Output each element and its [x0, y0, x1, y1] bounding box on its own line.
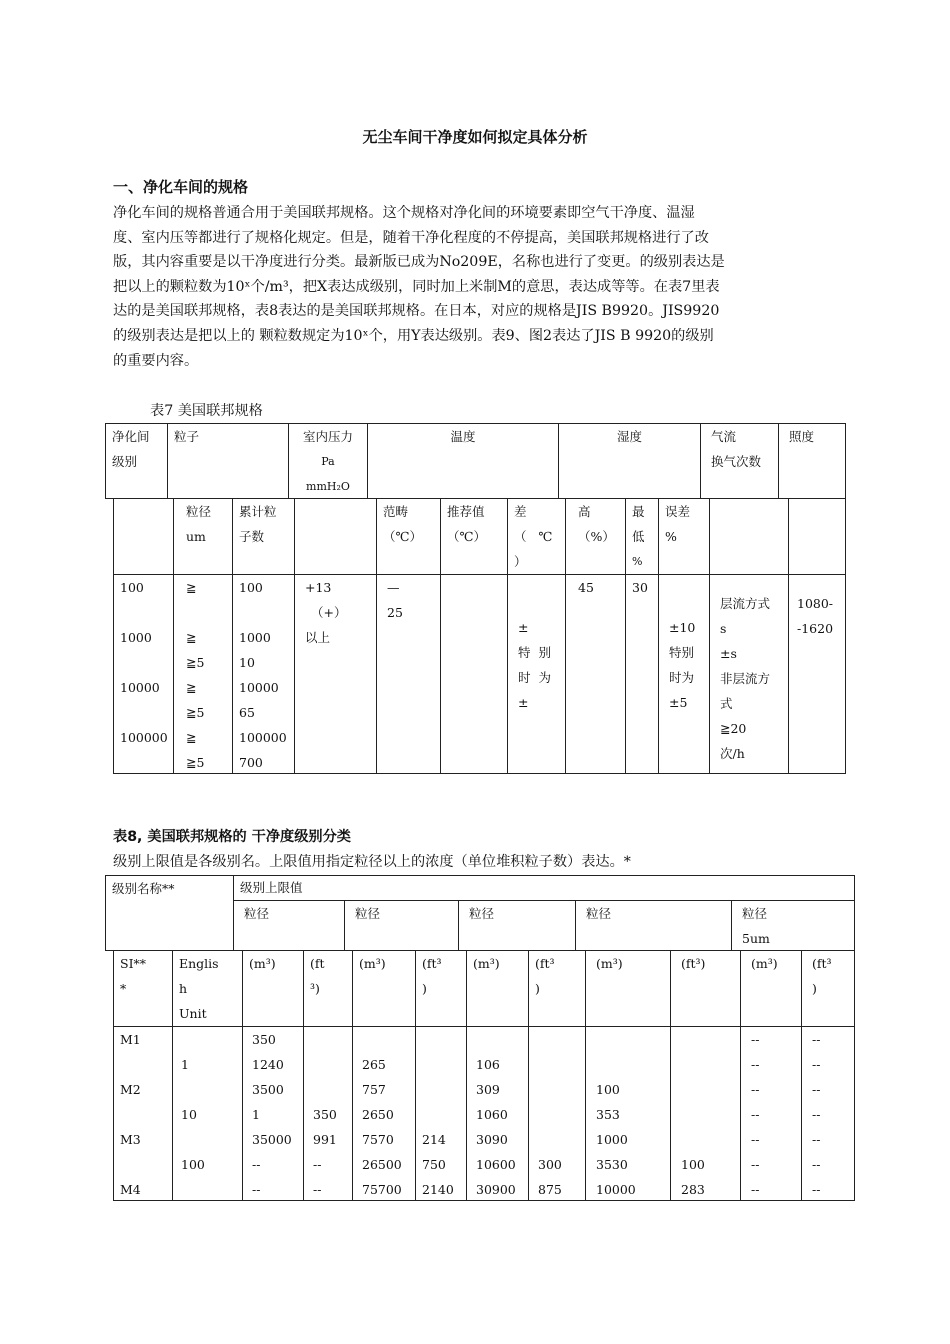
t8-header-text: h [179, 981, 188, 996]
t7-recommended-header [440, 498, 508, 575]
t7-header-text: % [665, 529, 677, 544]
t8-header-text: (m³) [249, 956, 276, 971]
t8-header-text: ³) [310, 981, 320, 996]
t7-cell-text: 30 [632, 580, 648, 595]
t7-cell-text: 1000 [239, 630, 271, 645]
t7-cell-text: ± [518, 620, 529, 635]
t8-unit-m3 [242, 950, 304, 1027]
paragraph-text [113, 201, 835, 226]
paragraph-line: 把以上的颗粒数为10ˣ个/m³，把X表达成级别，同时加上米制M的意思，表达成等等。在表7里表 [113, 278, 720, 295]
t7-cell-text: ≧5 [186, 655, 205, 670]
t8-unit-ft3 [303, 950, 353, 1027]
t8-unit-ft3 [415, 950, 467, 1027]
t8-c5-m3-col [740, 1026, 802, 1201]
t8-header-text: (ft³ [535, 956, 555, 971]
t7-cell-text: ±10 [669, 620, 696, 635]
t8-header-text: 级别名称** [112, 881, 175, 896]
t8-cell-text: -- [751, 1107, 760, 1122]
t8-c1-m3-col [242, 1026, 304, 1201]
t8-header-text: (m³) [473, 956, 500, 971]
t7-cell-text: ≧5 [186, 755, 205, 770]
t8-header-text: Englis [179, 956, 219, 971]
t8-cell-text: -- [252, 1157, 261, 1172]
t7-particle-header [167, 423, 289, 499]
t8-cell-text: 100 [596, 1082, 620, 1097]
t8-cell-text: -- [252, 1182, 261, 1197]
t8-cell-text: 875 [538, 1182, 562, 1197]
t8-cell-text [596, 1027, 664, 1052]
t7-header-text: 级别 [112, 454, 138, 469]
t8-si-header [113, 950, 173, 1027]
t7-cell-text: 100 [239, 580, 263, 595]
t8-grade-name-header [105, 875, 234, 951]
t8-header-text: (ft³) [681, 956, 706, 971]
t8-c2-ft3-col [415, 1026, 467, 1201]
t8-header-text: 粒径 [244, 906, 270, 921]
t8-c5-ft3-col [801, 1026, 855, 1201]
t8-cell-text: 30900 [476, 1182, 516, 1197]
t8-header-text: (m³) [751, 956, 778, 971]
t8-header-text: 粒径 [355, 906, 381, 921]
t8-cell-text [681, 1102, 734, 1127]
t7-cell-text: ≧ [186, 730, 197, 745]
t7-error-col [658, 574, 710, 774]
t8-header-text: 粒径 [469, 906, 495, 921]
t7-cell-text: ≧ [186, 580, 197, 595]
t7-header-text: 室内压力 [302, 429, 353, 444]
t8-cell-text: 75700 [362, 1182, 402, 1197]
t8-cell-text: M4 [120, 1182, 141, 1197]
t7-cell-text: 非层流方 [720, 671, 771, 686]
t7-header-text: ） [514, 554, 527, 569]
t8-size-col-2 [344, 900, 459, 951]
t8-unit-ft3 [528, 950, 586, 1027]
t7-header-text: 子数 [239, 529, 265, 544]
t7-cell-text: （+） [311, 605, 347, 620]
t8-cell-text [476, 1027, 522, 1052]
t8-cell-text: 353 [596, 1107, 620, 1122]
t7-high-col [565, 574, 626, 774]
t7-temp-header [367, 423, 559, 499]
t7-pressure-col [294, 574, 377, 774]
t7-cell-text: 100 [120, 580, 144, 595]
t7-cell-text: 时 为 [518, 670, 551, 685]
t7-header-text: % [632, 555, 643, 568]
t7-cell-text: 特别 [669, 645, 695, 660]
t8-header-text: 粒径 [742, 906, 768, 921]
t7-cell-text: 100000 [239, 730, 287, 745]
t8-cell-text [681, 1077, 734, 1102]
t7-h2-blank [113, 498, 174, 575]
t8-cell-text: 757 [362, 1082, 386, 1097]
t7-cell-text [120, 700, 167, 725]
t8-cell-text [422, 1052, 460, 1077]
t8-cell-text [538, 1077, 579, 1102]
t7-header-text: （℃） [447, 529, 486, 544]
t8-cell-text: -- [812, 1182, 821, 1197]
t8-size-col-4 [575, 900, 732, 951]
t7-header-text: 低 [632, 529, 645, 544]
t8-unit-ft3 [670, 950, 741, 1027]
t8-cell-text: 1 [252, 1107, 260, 1122]
t7-header-text: 净化间 [112, 429, 150, 444]
table8-heading: 表8, 美国联邦规格的 干净度级别分类 [113, 829, 351, 845]
t7-cell-text: 10000 [239, 680, 279, 695]
t7-recommended-col [440, 574, 508, 774]
t8-cell-text: -- [812, 1057, 821, 1072]
t7-cell-text: ≧ [186, 680, 197, 695]
t8-cell-text [181, 1077, 236, 1102]
t8-cell-text: M1 [120, 1032, 141, 1047]
t7-grade-col [113, 574, 174, 774]
t7-diff-header [507, 498, 566, 575]
t7-cell-text [186, 600, 226, 625]
t8-cell-text: 2140 [422, 1182, 454, 1197]
t7-illuminance-col [788, 574, 846, 774]
table7-caption: 表7 美国联邦规格 [150, 403, 263, 419]
t8-header-text: (ft [310, 956, 325, 971]
t7-pressure-header [288, 423, 368, 499]
t8-c4-m3-col [585, 1026, 671, 1201]
t8-cell-text: -- [313, 1182, 322, 1197]
t7-header-text: 误差 [665, 504, 691, 519]
t7-cell-text: 式 [720, 696, 733, 711]
t7-count-header [232, 498, 295, 575]
t8-cell-text: 3090 [476, 1132, 508, 1147]
t7-h2-blank [294, 498, 377, 575]
t7-header-text: 粒径 [186, 504, 212, 519]
t8-unit-m3 [740, 950, 802, 1027]
t8-cell-text: -- [751, 1182, 760, 1197]
t7-cell-text: 45 [578, 580, 594, 595]
t8-header-text: (ft³ [812, 956, 832, 971]
t8-cell-text: 10 [181, 1107, 197, 1122]
t8-cell-text [120, 1102, 166, 1127]
t7-cell-text: 100000 [120, 730, 168, 745]
t7-low-col [625, 574, 659, 774]
t8-cell-text: M2 [120, 1082, 141, 1097]
t7-illuminance-header [778, 423, 846, 499]
t8-cell-text: 1060 [476, 1107, 508, 1122]
t8-cell-text: -- [751, 1032, 760, 1047]
t8-c4-ft3-col [670, 1026, 741, 1201]
t7-header-text: 差 [514, 504, 527, 519]
t8-cell-text [681, 1027, 734, 1052]
page-title: 无尘车间干净度如何拟定具体分析 [362, 128, 588, 146]
paragraph-line: 版，其内容重要是以干净度进行分类。最新版已成为No209E，名称也进行了变更。的级别表达是 [113, 254, 725, 271]
t7-header-text: 最 [632, 504, 645, 519]
t8-cell-text [538, 1127, 579, 1152]
t8-cell-text [681, 1127, 734, 1152]
t8-header-text: 级别上限值 [240, 880, 303, 895]
t8-header-text: (m³) [359, 956, 386, 971]
t7-h2-blank [709, 498, 789, 575]
t8-header-text: 粒径 [586, 906, 612, 921]
t8-cell-text [596, 1052, 664, 1077]
t8-cell-text: 1240 [252, 1057, 284, 1072]
t7-cell-text: 10 [239, 655, 255, 670]
t7-cell-text: 1000 [120, 630, 152, 645]
t8-cell-text [362, 1027, 409, 1052]
t8-cell-text: 1000 [596, 1132, 628, 1147]
t8-cell-text [313, 1052, 346, 1077]
t7-cell-text [120, 650, 167, 675]
t7-header-text: 范畴 [383, 504, 409, 519]
t8-cell-text: 265 [362, 1057, 386, 1072]
t7-cell-text: 层流方式 [720, 596, 771, 611]
t7-range-col [376, 574, 441, 774]
t7-cell-text: 特 别 [518, 645, 551, 660]
t8-cell-text: 750 [422, 1157, 446, 1172]
t8-cell-text [538, 1052, 579, 1077]
t7-cell-text: 10000 [120, 680, 160, 695]
t7-h2-blank [788, 498, 846, 575]
t8-cell-text [120, 1052, 166, 1077]
t8-cell-text: 3530 [596, 1157, 628, 1172]
t8-c1-ft3-col [303, 1026, 353, 1201]
t8-cell-text: -- [812, 1082, 821, 1097]
t8-cell-text: -- [751, 1082, 760, 1097]
t8-header-text: * [120, 981, 127, 996]
t7-cell-text: 25 [387, 605, 403, 620]
t8-cell-text [681, 1052, 734, 1077]
t7-header-text: 温度 [450, 429, 476, 444]
t8-c2-m3-col [352, 1026, 416, 1201]
t7-header-text: （℃） [383, 529, 422, 544]
t8-cell-text [181, 1127, 236, 1152]
t8-cell-text: -- [751, 1157, 760, 1172]
t7-cell-text: -1620 [797, 621, 834, 636]
t8-cell-text [313, 1077, 346, 1102]
t8-header-text: ) [422, 981, 427, 996]
t7-cell-text: ≧20 [720, 721, 747, 736]
paragraph-line: 净化车间的规格普通合用于美国联邦规格。这个规格对净化间的环境要素即空气干净度、温湿 [113, 205, 695, 221]
t8-c3-ft3-col [528, 1026, 586, 1201]
t7-grade-header [105, 423, 168, 499]
t7-cell-text: ±5 [669, 695, 688, 710]
t8-header-text: (ft³ [422, 956, 442, 971]
t8-cell-text: -- [812, 1132, 821, 1147]
t8-cell-text [120, 1152, 166, 1177]
t8-unit-m3 [466, 950, 529, 1027]
t8-cell-text [181, 1177, 236, 1201]
table8-note: 级别上限值是各级别名。上限值用指定粒径以上的浓度（单位堆积粒子数）表达。* [113, 854, 631, 870]
t8-cell-text: -- [751, 1057, 760, 1072]
t7-header-text: 湿度 [616, 429, 642, 444]
t8-cell-text: 100 [681, 1157, 705, 1172]
t8-cell-text: 100 [181, 1157, 205, 1172]
t8-cell-text [181, 1027, 236, 1052]
t8-si-col [113, 1026, 173, 1201]
t8-header-text: (m³) [596, 956, 623, 971]
t8-size-col-3 [458, 900, 576, 951]
t7-cell-text: ≧5 [186, 705, 205, 720]
t8-cell-text: 2650 [362, 1107, 394, 1122]
t8-cell-text: -- [812, 1107, 821, 1122]
t8-cell-text: -- [313, 1157, 322, 1172]
t8-cell-text: M3 [120, 1132, 141, 1147]
t8-header-text: 5um [742, 931, 770, 946]
t7-diameter-header [173, 498, 233, 575]
t7-header-text: 照度 [789, 429, 815, 444]
t8-cell-text: 35000 [252, 1132, 292, 1147]
t8-size-col-5 [731, 900, 855, 951]
body-paragraph [113, 201, 835, 373]
t8-cell-text: 283 [681, 1182, 705, 1197]
t7-header-text: 粒子 [174, 429, 200, 444]
t7-header-text: 高 [578, 504, 591, 519]
t8-header-text: ) [535, 981, 540, 996]
t8-cell-text: -- [812, 1157, 821, 1172]
t7-cell-text: 次/h [720, 746, 745, 761]
t7-cell-text: 时为 [669, 670, 695, 685]
t7-cell-text: ≧ [186, 630, 197, 645]
t8-cell-text: -- [812, 1032, 821, 1047]
t7-cell-text: 65 [239, 705, 255, 720]
t7-header-text: um [186, 529, 206, 544]
t7-airflow-header [700, 423, 779, 499]
t8-header-text: Unit [179, 1006, 207, 1021]
t8-header-text: SI** [120, 956, 147, 971]
t8-english-col [172, 1026, 243, 1201]
paragraph-line: 达的是美国联邦规格，表8表达的是美国联邦规格。在日本，对应的规格是JIS B9920。JIS9920 [113, 303, 720, 320]
t7-cell-text: 1080- [797, 596, 834, 611]
t7-high-header [565, 498, 626, 575]
t8-c3-m3-col [466, 1026, 529, 1201]
t7-cell-text: s [720, 621, 727, 636]
section-heading: 一、净化车间的规格 [113, 178, 249, 196]
t8-cell-text [422, 1077, 460, 1102]
t7-header-text: 推荐值 [447, 504, 485, 519]
t8-cell-text [422, 1102, 460, 1127]
t8-cell-text [538, 1102, 579, 1127]
t8-cell-text: 214 [422, 1132, 446, 1147]
t8-cell-text: 991 [313, 1132, 337, 1147]
t8-cell-text: -- [751, 1132, 760, 1147]
t8-header-text: ) [812, 981, 817, 996]
t7-cell-text: — [387, 580, 400, 595]
t8-cell-text: 350 [313, 1107, 337, 1122]
t8-cell-text: 106 [476, 1057, 500, 1072]
t7-range-header [376, 498, 441, 575]
t7-cell-text [120, 600, 167, 625]
t8-unit-m3 [585, 950, 671, 1027]
t7-low-header [625, 498, 659, 575]
t8-size-col-1 [233, 900, 345, 951]
t8-unit-m3 [352, 950, 416, 1027]
t7-header-text: 累计粒 [239, 504, 277, 519]
t7-cell-text: 700 [239, 755, 263, 770]
t7-cell-text: 以上 [305, 630, 331, 645]
t7-cell-text: ± [518, 695, 529, 710]
t8-cell-text: 7570 [362, 1132, 394, 1147]
t8-cell-text: 1 [181, 1057, 189, 1072]
t8-cell-text [422, 1027, 460, 1052]
paragraph-line: 的重要内容。 [113, 352, 199, 369]
t8-cell-text: 10600 [476, 1157, 516, 1172]
t7-header-text: （%） [578, 529, 615, 544]
t8-cell-text: 10000 [596, 1182, 636, 1197]
t7-header-text: 气流 [711, 429, 737, 444]
t7-header-text: （ ℃ [514, 529, 553, 544]
paragraph-line: 的级别表达是把以上的 颗粒数规定为10ˣ个，用Y表达级别。表9、图2表达了JIS B 9920的级别 [113, 327, 714, 344]
t7-diameter-col [173, 574, 233, 774]
t8-cell-text [538, 1027, 579, 1052]
t8-cell-text: 300 [538, 1157, 562, 1172]
t7-humidity-header [558, 423, 701, 499]
t8-unit-ft3 [801, 950, 855, 1027]
t7-header-text: 换气次数 [711, 454, 762, 469]
paragraph-line: 度、室内压等都进行了规格化规定。但是，随着干净化程度的不停提高，美国联邦规格进行了改 [113, 229, 709, 246]
t8-english-header [172, 950, 243, 1027]
t7-cell-text: +13 [305, 580, 332, 595]
t7-count-col [232, 574, 295, 774]
t8-cell-text: 3500 [252, 1082, 284, 1097]
t7-cell-text [239, 600, 288, 625]
t8-cell-text [313, 1027, 346, 1052]
t7-diff-col [507, 574, 566, 774]
t7-cell-text: ±s [720, 646, 737, 661]
t8-cell-text: 26500 [362, 1157, 402, 1172]
t7-header-text: Pa [321, 455, 335, 468]
t8-cell-text: 309 [476, 1082, 500, 1097]
t8-upper-limit-header [233, 875, 855, 901]
t7-header-text: mmH₂O [306, 480, 350, 493]
t7-error-header [658, 498, 710, 575]
t7-airflow-col [709, 574, 789, 774]
t8-cell-text: 350 [252, 1032, 276, 1047]
